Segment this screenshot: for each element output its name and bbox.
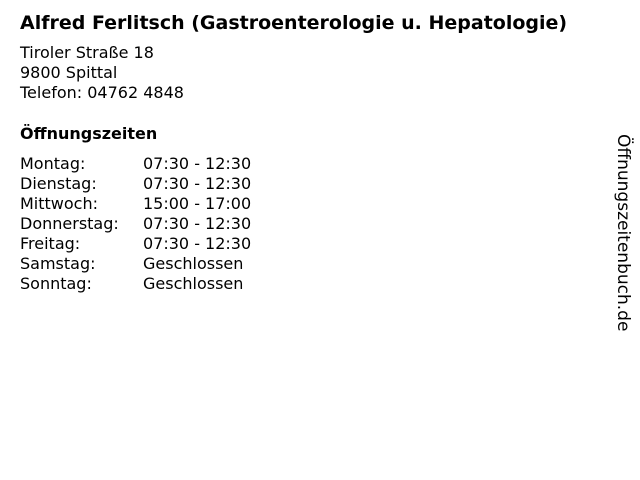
day-hours: 15:00 - 17:00	[143, 194, 252, 213]
day-label: Samstag:	[20, 254, 96, 273]
brand-watermark: Öffnungszeitenbuch.de	[613, 134, 633, 332]
day-hours: Geschlossen	[143, 254, 244, 273]
page-title: Alfred Ferlitsch (Gastroenterologie u. Hepatologie)	[20, 12, 568, 34]
day-hours: 07:30 - 12:30	[143, 154, 252, 173]
day-hours: 07:30 - 12:30	[143, 214, 252, 233]
day-label: Dienstag:	[20, 174, 97, 193]
day-hours: 07:30 - 12:30	[143, 174, 252, 193]
day-hours: 07:30 - 12:30	[143, 234, 252, 253]
day-hours: Geschlossen	[143, 274, 244, 293]
opening-hours-heading: Öffnungszeiten	[20, 124, 158, 143]
postal-city: 9800 Spittal	[20, 63, 118, 82]
day-label: Montag:	[20, 154, 86, 173]
day-label: Freitag:	[20, 234, 81, 253]
day-label: Mittwoch:	[20, 194, 98, 213]
day-label: Donnerstag:	[20, 214, 119, 233]
day-label: Sonntag:	[20, 274, 92, 293]
phone-number: Telefon: 04762 4848	[20, 83, 184, 102]
address-block	[20, 43, 184, 103]
street-address: Tiroler Straße 18	[20, 43, 154, 62]
